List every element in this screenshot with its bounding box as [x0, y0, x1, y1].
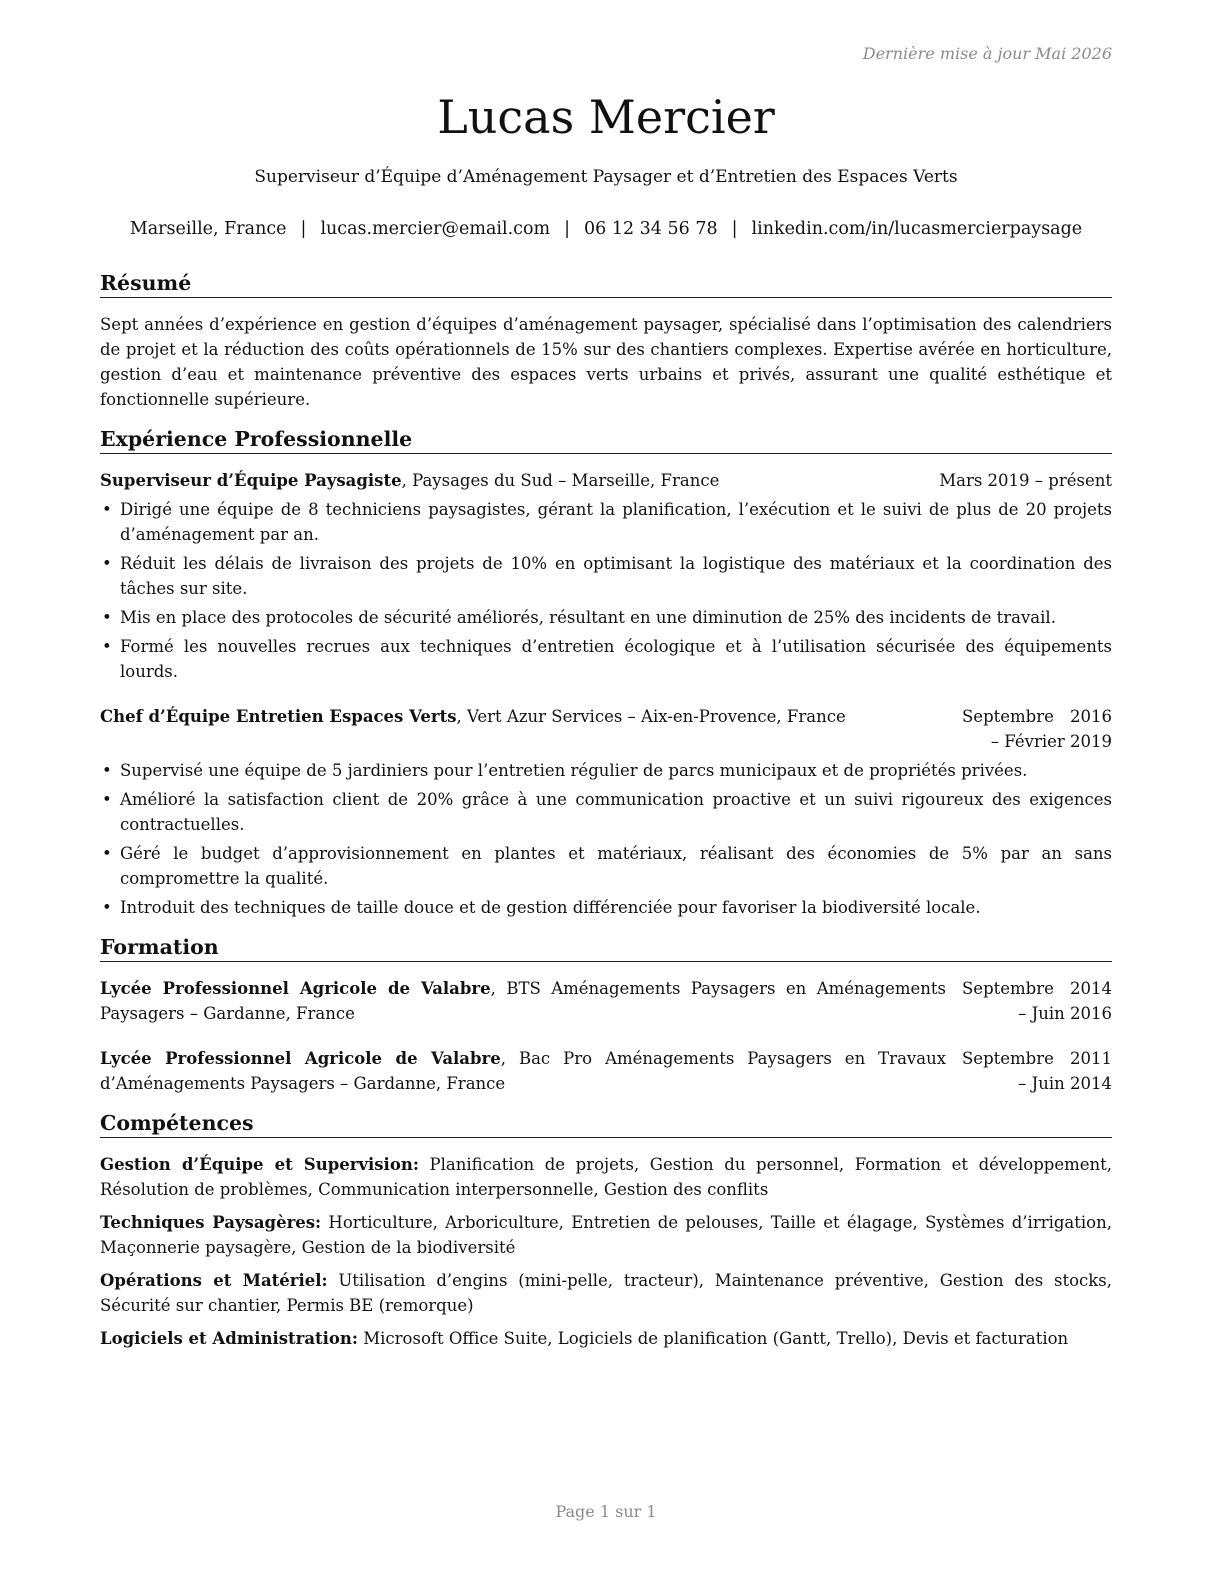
list-item: • Introduit des techniques de taille douce et de gestion différenciée pour favoriser la biodiversité locale. — [100, 895, 1112, 920]
section-title-education: Formation — [100, 934, 1112, 962]
job-role: Chef d’Équipe Entretien Espaces Verts — [100, 707, 457, 726]
contact-email[interactable]: lucas.mercier@email.com — [320, 219, 551, 239]
job-entry — [100, 704, 1112, 920]
list-item: • Réduit les délais de livraison des projets de 10% en optimisant la logistique des matériaux et la coordination des tâches sur site. — [100, 551, 1112, 601]
summary-section — [100, 270, 1112, 412]
skill-label: Logiciels et Administration: — [100, 1329, 358, 1348]
skill-group — [100, 1210, 1112, 1260]
experience-section — [100, 426, 1112, 920]
contact-separator: | — [300, 219, 307, 239]
skill-group — [100, 1152, 1112, 1202]
list-item: • Géré le budget d’approvisionnement en plantes et matériaux, réalisant des économies de 5% par an sans compromettre la qualité. — [100, 841, 1112, 891]
list-item: • Amélioré la satisfaction client de 20% grâce à une communication proactive et un suivi rigoureux des exigences contractuelles. — [100, 787, 1112, 837]
job-dates: Mars 2019 – présent — [939, 471, 1112, 490]
summary-text: Sept années d’expérience en gestion d’équipes d’aménagement paysager, spécialisé dans l’optimisation des calendriers de projet et la réduction des coûts opérationnels de 15% sur des chantiers complexes. Expertise avérée en horticulture, gestion d’eau et maintenance préventive des espaces verts urbains et privés, assurant une qualité esthétique et fonctionnelle supérieure. — [100, 315, 1112, 409]
contact-linkedin[interactable]: linkedin.com/in/lucasmercierpaysage — [751, 219, 1083, 239]
education-school: Lycée Professionnel Agricole de Valabre — [100, 1049, 501, 1068]
contact-phone[interactable]: 06 12 34 56 78 — [584, 219, 718, 239]
contact-line — [100, 219, 1112, 239]
skill-group — [100, 1268, 1112, 1318]
job-org: , Vert Azur Services – Aix-en-Provence, France — [456, 707, 846, 726]
job-bullets — [100, 497, 1112, 684]
education-school: Lycée Professionnel Agricole de Valabre — [100, 979, 491, 998]
skill-group — [100, 1326, 1112, 1351]
education-dates: Septembre 2011 – Juin 2014 — [962, 1049, 1112, 1093]
headline: Superviseur d’Équipe d’Aménagement Paysager et d’Entretien des Espaces Verts — [254, 167, 958, 187]
list-item: • Supervisé une équipe de 5 jardiniers pour l’entretien régulier de parcs municipaux et de propriétés privées. — [100, 758, 1112, 783]
skill-label: Gestion d’Équipe et Supervision: — [100, 1155, 419, 1174]
last-updated: Dernière mise à jour Mai 2026 — [862, 44, 1112, 63]
contact-location: Marseille, France — [129, 219, 287, 239]
page-number: Page 1 sur 1 — [555, 1502, 657, 1521]
section-title-summary: Résumé — [100, 270, 1112, 298]
list-item: • Dirigé une équipe de 8 techniciens paysagistes, gérant la planification, l’exécution et le suivi de plus de 20 projets d’aménagement par an. — [100, 497, 1112, 547]
section-title-experience: Expérience Professionnelle — [100, 426, 1112, 454]
section-title-skills: Compétences — [100, 1110, 1112, 1138]
skill-text: Microsoft Office Suite, Logiciels de planification (Gantt, Trello), Devis et facturation — [358, 1329, 1069, 1348]
resume-page — [100, 0, 1112, 1584]
contact-separator: | — [564, 219, 570, 239]
skills-section — [100, 1110, 1112, 1351]
job-entry — [100, 468, 1112, 684]
resume-body — [100, 270, 1112, 1359]
education-degree: , Bac Pro Aménagements Paysagers en Travaux d’Aménagements Paysagers – Gardanne, France — [100, 1049, 946, 1093]
skill-text: Planification de projets, Gestion du personnel, Formation et développement, Résolution de problèmes, Communication interpersonnelle, Gestion des conflits — [100, 1155, 1112, 1199]
education-section — [100, 934, 1112, 1096]
education-dates: Septembre 2014 – Juin 2016 — [962, 979, 1112, 1023]
job-bullets — [100, 758, 1112, 920]
list-item: • Mis en place des protocoles de sécurité améliorés, résultant en une diminution de 25% des incidents de travail. — [100, 605, 1112, 630]
contact-separator: | — [731, 219, 738, 239]
job-org: , Paysages du Sud – Marseille, France — [401, 471, 720, 490]
candidate-name: Lucas Mercier — [437, 90, 775, 144]
skill-text: Utilisation d’engins (mini-pelle, tracteur), Maintenance préventive, Gestion des stocks, Sécurité sur chantier, Permis BE (remorque) — [100, 1271, 1112, 1315]
education-degree: , BTS Aménagements Paysagers en Aménagements Paysagers – Gardanne, France — [100, 979, 946, 1023]
skill-label: Opérations et Matériel: — [100, 1271, 328, 1290]
education-entry — [100, 1046, 1112, 1096]
job-dates: Septembre 2016 – Février 2019 — [962, 707, 1112, 751]
skill-label: Techniques Paysagères: — [100, 1213, 322, 1232]
job-role: Superviseur d’Équipe Paysagiste — [100, 471, 402, 490]
education-entry — [100, 976, 1112, 1026]
skill-text: Horticulture, Arboriculture, Entretien de pelouses, Taille et élagage, Systèmes d’irrigation, Maçonnerie paysagère, Gestion de la biodiversité — [100, 1213, 1112, 1257]
list-item: • Formé les nouvelles recrues aux techniques d’entretien écologique et à l’utilisation sécurisée des équipements lourds. — [100, 634, 1112, 684]
